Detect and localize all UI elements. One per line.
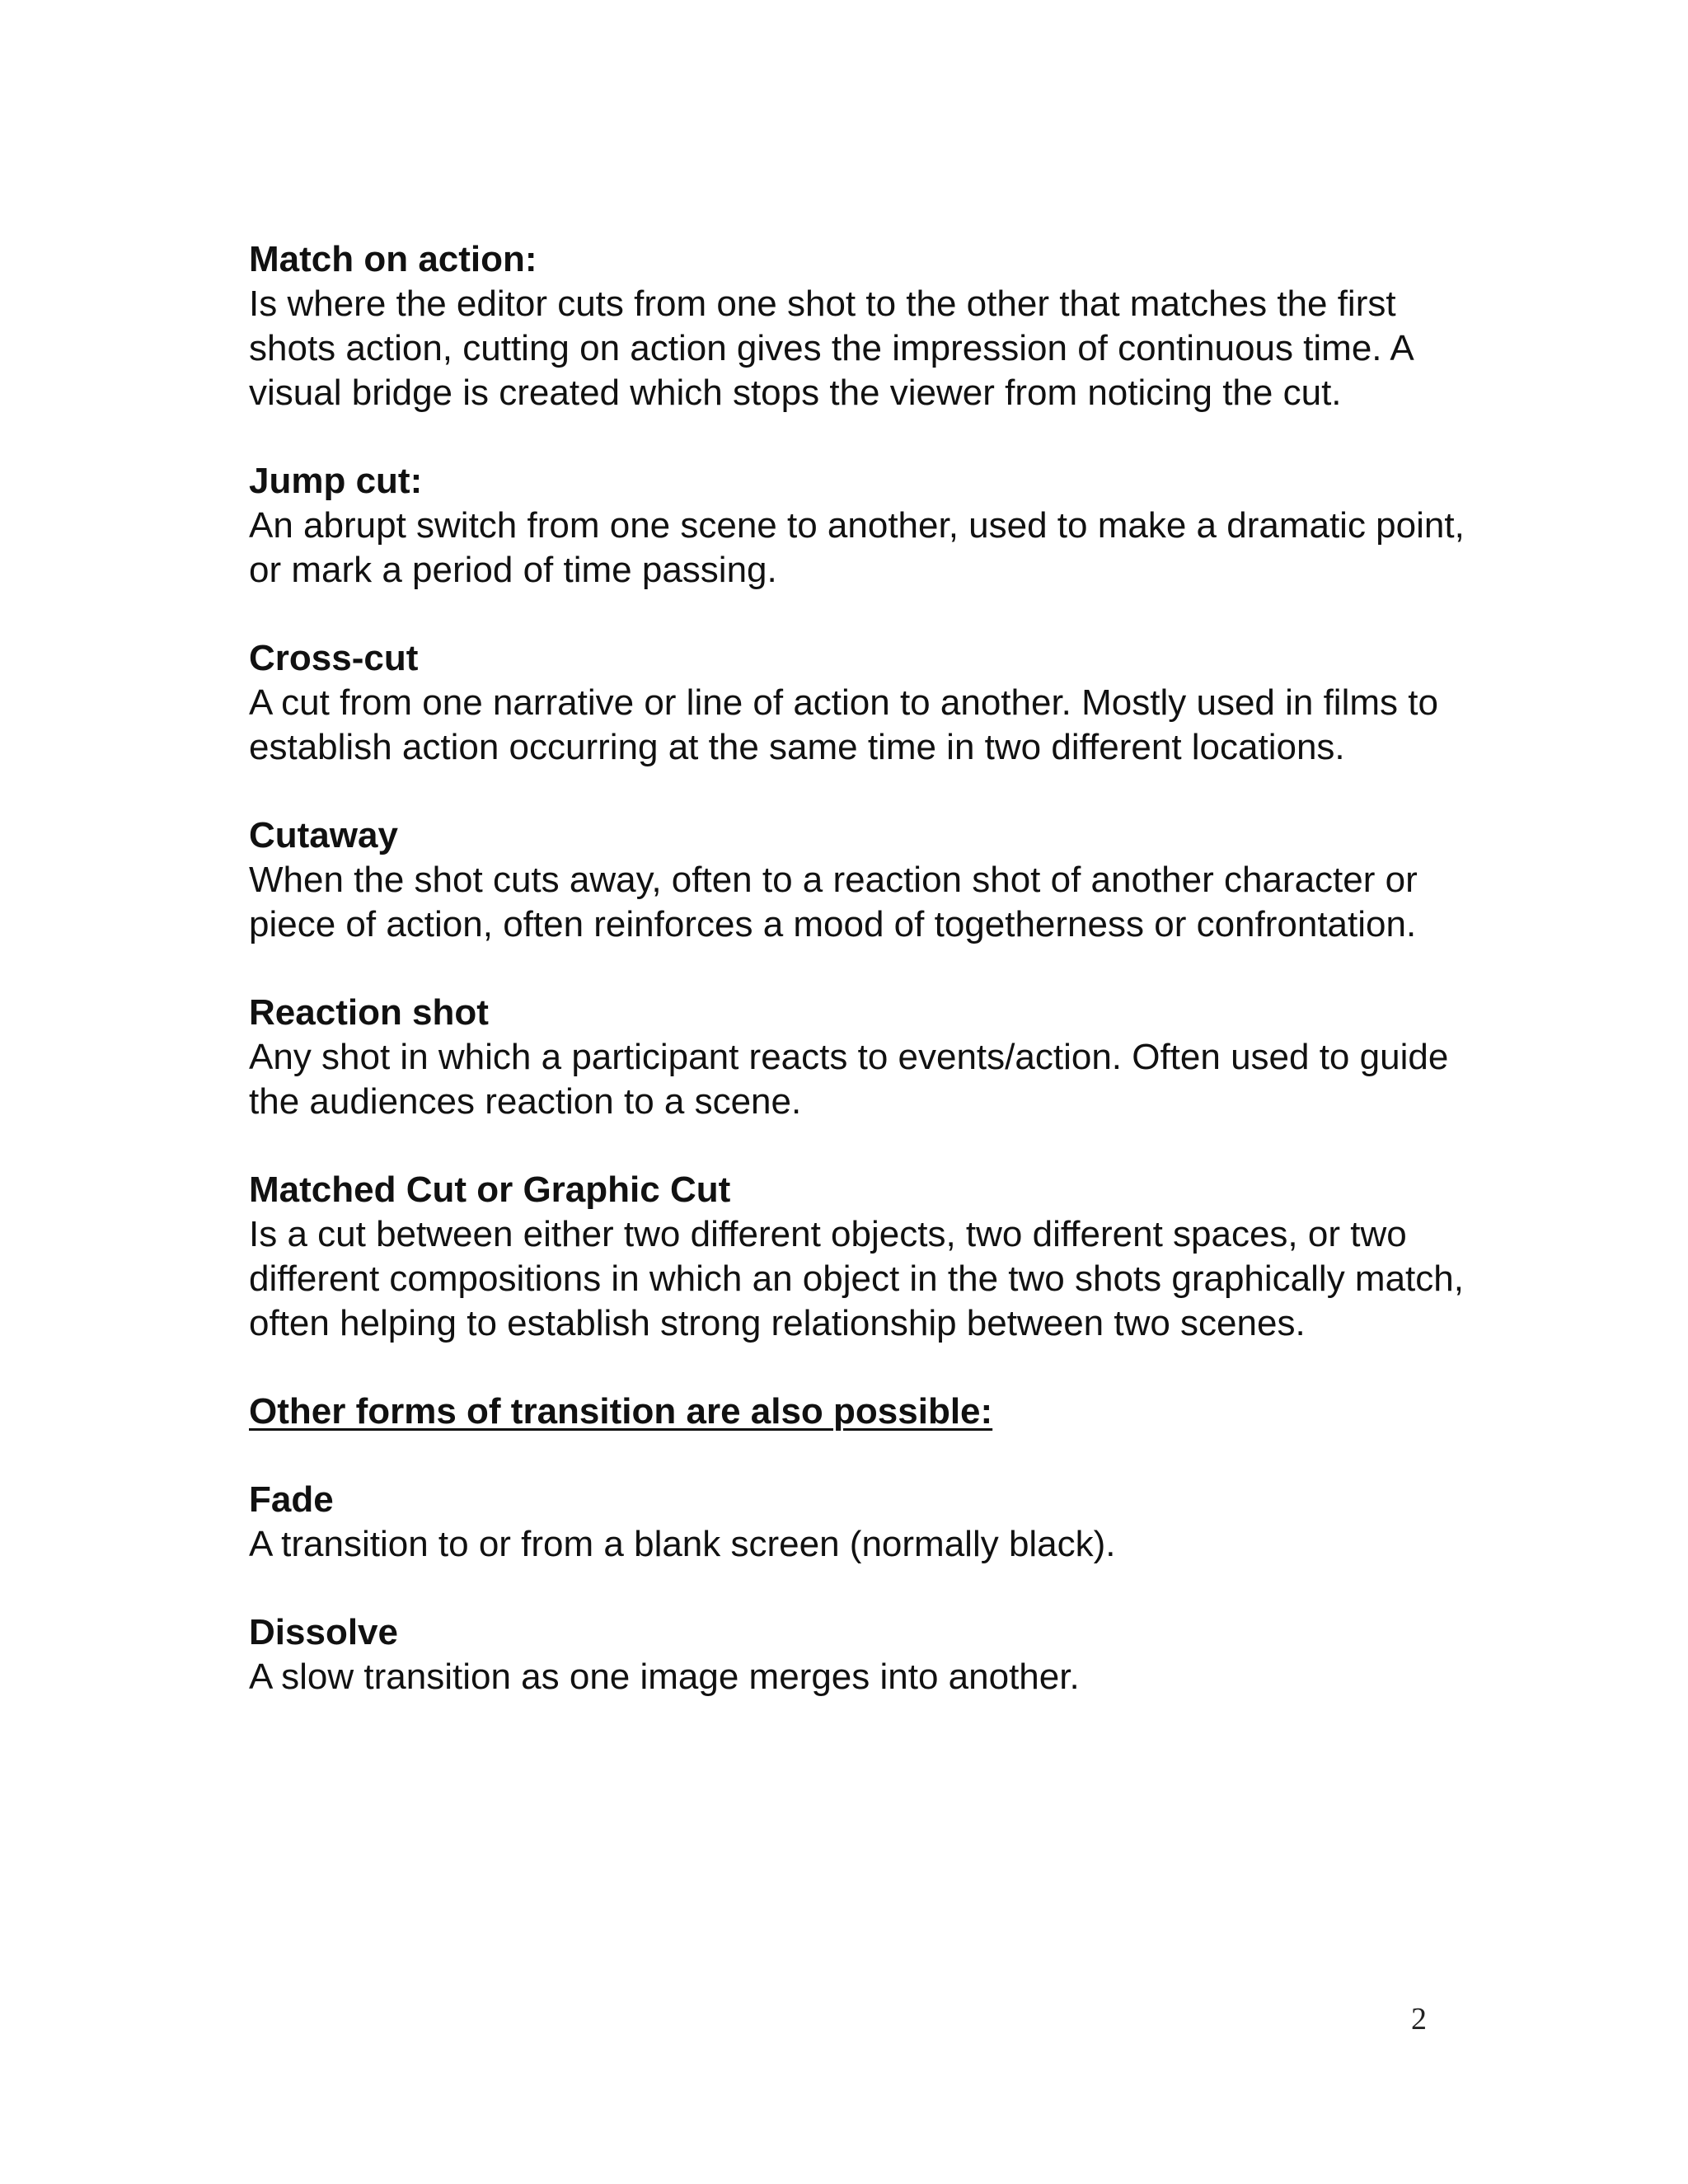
glossary-entry-reaction-shot xyxy=(249,991,1469,1124)
glossary-entry-matched-cut xyxy=(249,1168,1469,1346)
entry-term: Match on action: xyxy=(249,239,537,279)
entry-term: Cross-cut xyxy=(249,638,419,678)
entry-definition: A slow transition as one image merges into another. xyxy=(249,1657,1080,1697)
page-content xyxy=(249,237,1469,1743)
entry-term: Reaction shot xyxy=(249,992,489,1033)
entry-term: Jump cut: xyxy=(249,461,423,501)
entry-definition: Any shot in which a participant reacts to events/action. Often used to guide the audiences reaction to a scene. xyxy=(249,1037,1449,1122)
glossary-entry-cutaway xyxy=(249,813,1469,947)
entry-definition: Is a cut between either two different objects, two different spaces, or two different compositions in which an object in the two shots graphically match, often helping to establish strong relationship between two scenes. xyxy=(249,1214,1464,1343)
glossary-entry-fade xyxy=(249,1478,1469,1567)
entry-definition: When the shot cuts away, often to a reaction shot of another character or piece of action, often reinforces a mood of togetherness or confrontation. xyxy=(249,860,1418,944)
entry-definition: A cut from one narrative or line of action to another. Mostly used in films to establish action occurring at the same time in two different locations. xyxy=(249,682,1438,767)
entry-definition: A transition to or from a blank screen (normally black). xyxy=(249,1524,1116,1564)
glossary-entry-dissolve xyxy=(249,1610,1469,1699)
glossary-entry-jump-cut xyxy=(249,459,1469,593)
entry-term: Cutaway xyxy=(249,815,398,855)
entry-term: Matched Cut or Graphic Cut xyxy=(249,1169,731,1210)
entry-definition: An abrupt switch from one scene to another, used to make a dramatic point, or mark a period of time passing. xyxy=(249,505,1465,590)
glossary-entry-match-on-action xyxy=(249,237,1469,415)
entry-definition: Is where the editor cuts from one shot to the other that matches the first shots action, cutting on action gives the impression of continuous time. A visual bridge is created which stops the viewer from noticing the cut. xyxy=(249,284,1413,413)
entry-term: Dissolve xyxy=(249,1612,398,1652)
entry-term: Fade xyxy=(249,1479,334,1520)
page-number: 2 xyxy=(1411,2002,1427,2036)
glossary-entry-cross-cut xyxy=(249,636,1469,770)
section-heading: Other forms of transition are also possible: xyxy=(249,1391,993,1432)
